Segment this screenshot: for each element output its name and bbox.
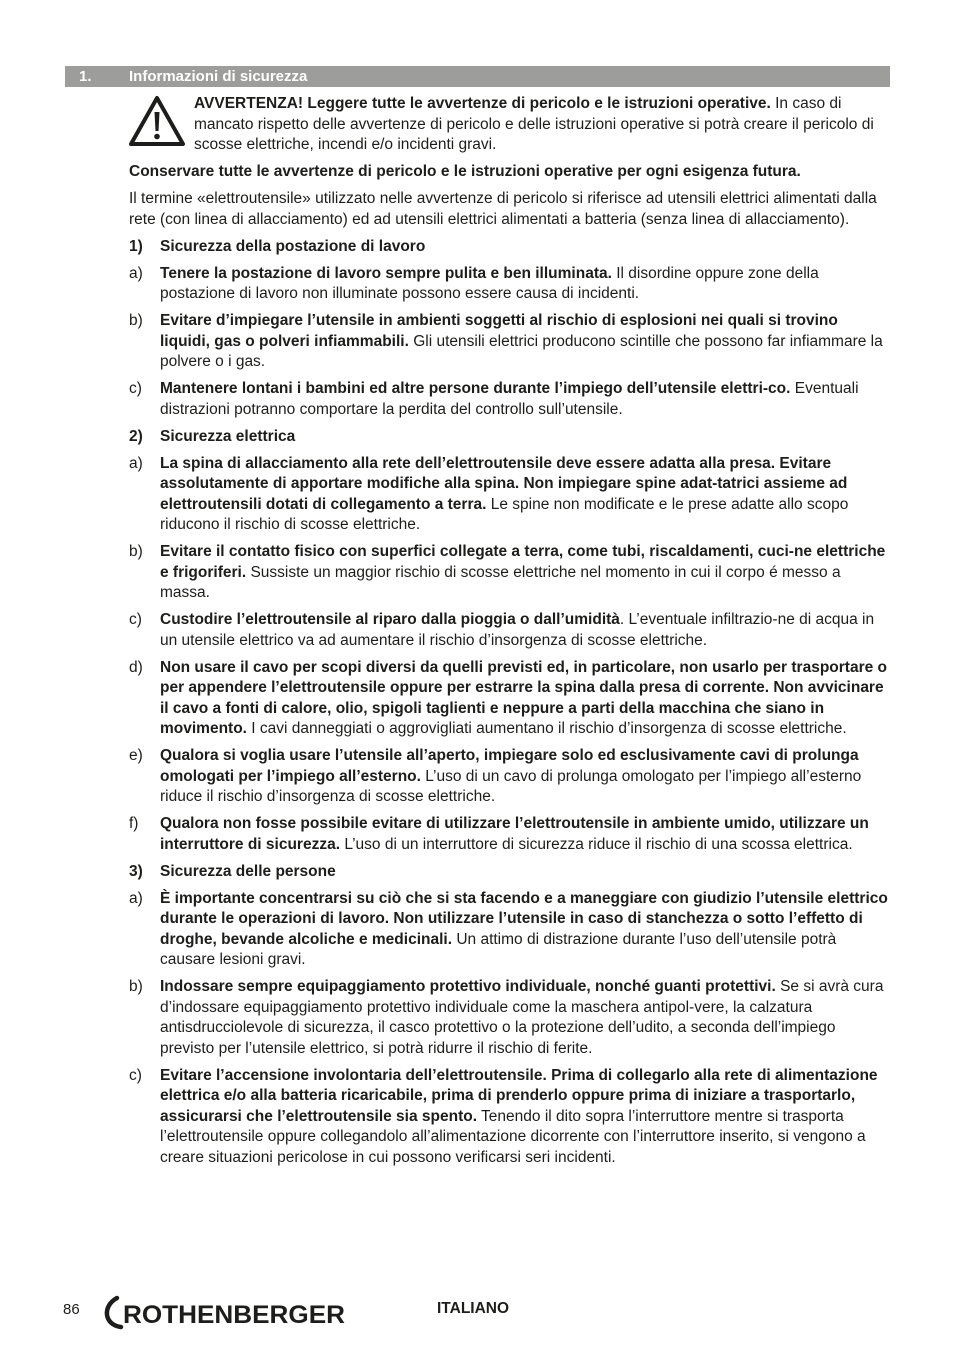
list-item bbox=[129, 814, 890, 855]
group-heading bbox=[129, 427, 890, 448]
item-body: Il disordine oppure zone della postazione di lavoro non illuminate possono essere causa di incidenti. bbox=[160, 264, 819, 302]
item-label: b) bbox=[129, 978, 143, 995]
section-number: 1. bbox=[79, 68, 92, 85]
item-label: c) bbox=[129, 380, 142, 397]
item-label: b) bbox=[129, 312, 143, 329]
list-item bbox=[129, 1066, 890, 1169]
list-item bbox=[129, 264, 890, 305]
list-item bbox=[129, 311, 890, 373]
warning-text bbox=[194, 94, 890, 156]
rothenberger-logo bbox=[101, 1292, 351, 1332]
item-label: a) bbox=[129, 889, 143, 907]
item-body: Le spine non modificate e le prese adatte allo scopo riducono il rischio di scosse elettriche. bbox=[160, 495, 849, 533]
item-text bbox=[160, 746, 890, 808]
item-bold: Evitare l’accensione involontaria dell’elettroutensile. Prima di collegarlo alla rete di alimentazione elettrica e/o alla batteria ricaricabile, prima di prenderlo oppure prima di iniziare a trasportarlo, assicurarsi che l’elettroutensile sia spento. bbox=[160, 1066, 878, 1125]
item-bold: Non usare il cavo per scopi diversi da quelli previsti ed, in particolare, non usarlo per trasportare o per appendere l’elettroutensile oppure per estrarre la spina dalla presa di corrente. Non avvicinare il cavo a fonti di calore, olio, spigoli taglienti e neppure a parti della macchina che siano in movimento. bbox=[160, 658, 887, 737]
warning-bold: AVVERTENZA! Leggere tutte le avvertenze di pericolo e le istruzioni operative. bbox=[194, 95, 771, 112]
group-number: 2) bbox=[129, 427, 143, 445]
item-bold: È importante concentrarsi su ciò che si sta facendo e a maneggiare con giudizio l’utensile elettrico durante le operazioni di lavoro. Non utilizzare l’utensile in caso di stanchezza o sotto l’effetto di droghe, bevande alcoliche e medicinali. bbox=[160, 889, 888, 948]
item-text bbox=[160, 814, 890, 855]
item-text bbox=[160, 610, 890, 651]
item-bold: La spina di allacciamento alla rete dell’elettroutensile deve essere adatta alla presa. Evitare assolutamente di apportare modifiche alla spina. Non impiegare spine adat-tatrici assieme ad elettroutensili dotati di collegamento a terra. bbox=[160, 454, 848, 513]
item-bold: Qualora si voglia usare l’utensile all’aperto, impiegare solo ed esclusivamente cavi di prolunga omologati per l’impiego all’esterno. bbox=[160, 747, 859, 785]
item-text bbox=[160, 311, 890, 373]
item-body: Eventuali distrazioni potranno comportare la perdita del controllo sull’utensile. bbox=[160, 380, 859, 418]
item-bold: Custodire l’elettroutensile al riparo dalla pioggia o dall’umidità bbox=[160, 611, 620, 628]
safety-content bbox=[129, 162, 890, 1175]
item-body: Sussiste un maggior rischio di scosse elettriche nel momento in cui il corpo é messo a massa. bbox=[160, 563, 841, 601]
item-bold: Evitare il contatto fisico con superfici collegate a terra, come tubi, riscaldamenti, cuci-ne elettriche e frigoriferi. bbox=[160, 543, 886, 581]
warning-body: In caso di mancato rispetto delle avvertenze di pericolo e delle istruzioni operative si potrà creare il pericolo di scosse elettriche, incendi e/o incidenti gravi. bbox=[194, 95, 874, 153]
group-title: Sicurezza elettrica bbox=[160, 427, 296, 445]
item-bold: Evitare d’impiegare l’utensile in ambienti soggetti al rischio di esplosioni nei quali si trovino liquidi, gas o polveri infiammabili. bbox=[160, 312, 838, 350]
group-title: Sicurezza della postazione di lavoro bbox=[160, 237, 426, 255]
item-label: c) bbox=[129, 1066, 142, 1084]
item-text bbox=[160, 1066, 890, 1169]
item-label: b) bbox=[129, 543, 143, 560]
item-body: Gli utensili elettrici producono scintille che possono far infiammare la polvere o i gas. bbox=[160, 332, 883, 370]
item-body: L’uso di un cavo di prolunga omologato per l’impiego all’esterno riduce il rischio d’insorgenza di scosse elettriche. bbox=[160, 767, 862, 805]
item-bold: Mantenere lontani i bambini ed altre persone durante l’impiego dell’utensile elettri-co. bbox=[160, 380, 791, 397]
list-item bbox=[129, 746, 890, 808]
keep-notice: Conservare tutte le avvertenze di pericolo e le istruzioni operative per ogni esigenza futura. bbox=[129, 163, 801, 180]
item-body: Se si avrà cura d’indossare equipaggiamento protettivo individuale come la maschera antipol-vere, la calzatura antisdrucciolevole di sicurezza, il casco protettivo o la protezione dell’udito, a seconda dell’impiego previsto per l’utensile elettrico, si potrà ridurre il rischio di ferite. bbox=[160, 978, 884, 1057]
page-number: 86 bbox=[63, 1301, 80, 1318]
item-label: a) bbox=[129, 454, 143, 472]
item-body: Un attimo di distrazione durante l’uso dell’utensile potrà causare lesioni gravi. bbox=[160, 930, 837, 968]
list-item bbox=[129, 610, 890, 651]
item-label: e) bbox=[129, 747, 143, 764]
brand-wordmark: ROTHENBERGER bbox=[123, 1301, 345, 1329]
item-body: I cavi danneggiati o aggrovigliati aumentano il rischio d’insorgenza di scosse elettriche. bbox=[246, 720, 847, 737]
item-label: f) bbox=[129, 815, 139, 832]
list-item bbox=[129, 889, 890, 971]
item-body: . L’eventuale infiltrazio-ne di acqua in un utensile elettrico va ad aumentare il rischio d’insorgenza di scosse elettriche. bbox=[160, 611, 875, 649]
item-text bbox=[160, 454, 890, 536]
item-label: d) bbox=[129, 658, 143, 676]
item-body: Tenendo il dito sopra l’interruttore mentre si trasporta l’elettroutensile oppure collegandolo all’alimentazione dicorrente con l’interruttore inserito, si vengono a creare situazioni pericolose in cui possono verificarsi seri incidenti. bbox=[160, 1107, 866, 1166]
intro-paragraph: Il termine «elettroutensile» utilizzato nelle avvertenze di pericolo si riferisce ad utensili elettrici alimentati dalla rete (con linea di allacciamento) ed ad utensili elettrici alimentati a batteria (senza linea di allacciamento). bbox=[129, 190, 877, 228]
list-item bbox=[129, 379, 890, 420]
section-title: Informazioni di sicurezza bbox=[129, 68, 308, 85]
group-number: 1) bbox=[129, 237, 143, 255]
list-item bbox=[129, 454, 890, 536]
item-text bbox=[160, 889, 890, 971]
item-bold: Tenere la postazione di lavoro sempre pulita e ben illuminata. bbox=[160, 264, 612, 282]
item-label: a) bbox=[129, 264, 143, 282]
group-title: Sicurezza delle persone bbox=[160, 862, 336, 880]
language-label: ITALIANO bbox=[437, 1300, 510, 1317]
list-item bbox=[129, 542, 890, 604]
item-bold: Qualora non fosse possibile evitare di utilizzare l’elettroutensile in ambiente umido, utilizzare un interruttore di sicurezza. bbox=[160, 815, 869, 853]
safety-groups bbox=[129, 237, 890, 1169]
item-text bbox=[160, 658, 890, 740]
item-text bbox=[160, 977, 890, 1059]
group-heading bbox=[129, 237, 890, 258]
item-text bbox=[160, 379, 890, 420]
item-label: c) bbox=[129, 611, 142, 628]
warning-triangle-icon bbox=[128, 95, 186, 147]
item-text bbox=[160, 542, 890, 604]
section-header bbox=[65, 66, 890, 87]
item-bold: Indossare sempre equipaggiamento protettivo individuale, nonché guanti protettivi. bbox=[160, 978, 776, 995]
list-item bbox=[129, 658, 890, 740]
list-item bbox=[129, 977, 890, 1059]
item-text bbox=[160, 264, 890, 305]
item-body: L’uso di un interruttore di sicurezza riduce il rischio di una scossa elettrica. bbox=[340, 835, 853, 853]
group-heading bbox=[129, 862, 890, 883]
group-number: 3) bbox=[129, 862, 143, 880]
